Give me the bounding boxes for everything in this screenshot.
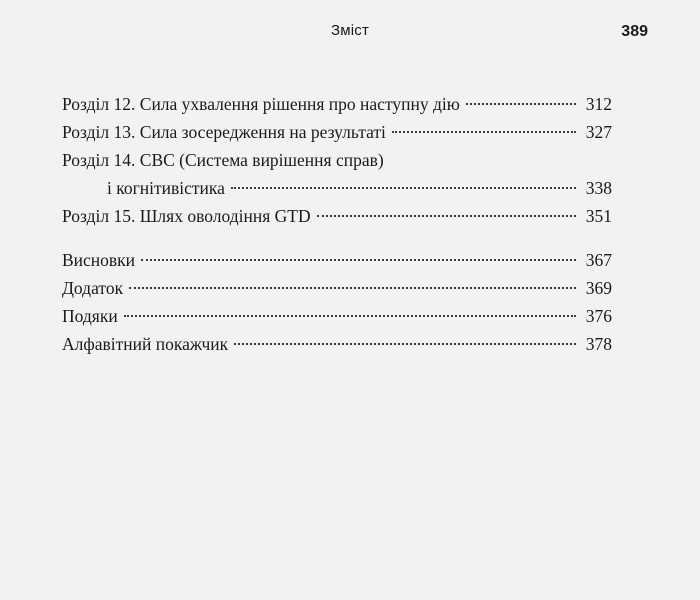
dot-leader xyxy=(317,215,576,217)
toc-entry-title: Додаток xyxy=(62,278,124,298)
toc-entry-appendix xyxy=(62,274,612,302)
toc-entry-title: Розділ 12. Сила ухвалення рішення про наступну дію xyxy=(62,94,460,114)
dot-leader xyxy=(231,187,576,189)
toc-entry-chapter-14 xyxy=(62,146,612,202)
toc-entry-title: Розділ 14. СВС (Система вирішення справ) xyxy=(62,150,384,170)
dot-leader xyxy=(124,315,576,317)
toc-entry-page: 369 xyxy=(585,278,612,298)
running-head xyxy=(0,22,700,46)
toc-entry-acknowledgements xyxy=(62,302,612,330)
toc-entry-page: 351 xyxy=(585,206,612,226)
toc-entry-title: Висновки xyxy=(62,250,136,270)
dot-leader xyxy=(234,343,576,345)
page-number: 389 xyxy=(621,23,648,40)
toc-entry-page: 338 xyxy=(585,178,612,198)
toc-entry-page: 376 xyxy=(585,306,612,326)
toc-entry-chapter-15 xyxy=(62,202,612,230)
section-gap xyxy=(62,230,612,246)
toc-entry-page: 378 xyxy=(585,334,612,354)
dot-leader xyxy=(141,259,576,261)
dot-leader xyxy=(466,103,576,105)
running-title: Зміст xyxy=(330,22,370,39)
toc-entry-title: Подяки xyxy=(62,306,118,326)
toc-entry-page: 327 xyxy=(585,122,612,142)
toc-entry-conclusions xyxy=(62,246,612,274)
toc-entry-title: Розділ 13. Сила зосередження на результаті xyxy=(62,122,386,142)
toc-entry-page: 312 xyxy=(585,94,612,114)
table-of-contents xyxy=(62,90,612,358)
toc-entry-index xyxy=(62,330,612,358)
dot-leader xyxy=(392,131,576,133)
toc-entry-chapter-13 xyxy=(62,118,612,146)
toc-entry-chapter-12 xyxy=(62,90,612,118)
dot-leader xyxy=(129,287,576,289)
toc-entry-title-continuation: і когнітивістика xyxy=(107,178,225,198)
toc-entry-page: 367 xyxy=(585,250,612,270)
toc-entry-title: Алфавітний покажчик xyxy=(62,334,229,354)
toc-entry-title: Розділ 15. Шлях оволодіння GTD xyxy=(62,206,311,226)
